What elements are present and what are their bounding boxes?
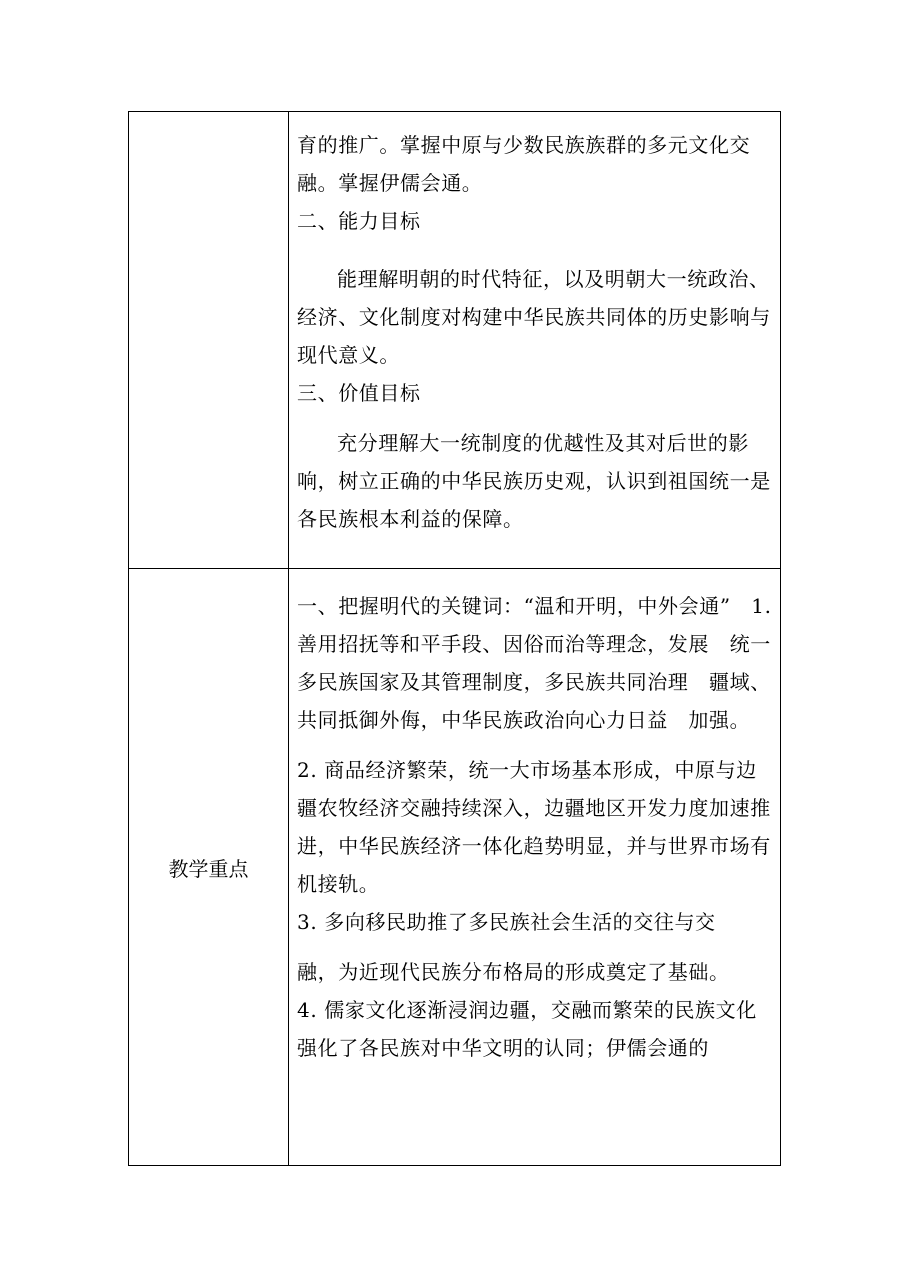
- ability-objective-heading: 二、能力目标: [297, 209, 421, 233]
- lesson-plan-table: [128, 111, 781, 1166]
- focus-point-1: 一、把握明代的关键词：“温和开明，中外会通” 1. 善用招抚等和平手段、因俗而治等理念，发展 统一多民族国家及其管理制度，多民族共同治理 疆域、共同抵御外侮，中华民族政治向心力日益 加强。: [297, 594, 772, 732]
- focus-point-3-line-2: 融，为近现代民族分布格局的形成奠定了基础。: [297, 960, 730, 984]
- value-objective-heading: 三、价值目标: [297, 381, 421, 405]
- teaching-focus-content-cell: [289, 569, 781, 1166]
- objectives-label-cell: [129, 112, 289, 569]
- ability-objective-text: 能理解明朝的时代特征，以及明朝大一统政治、经济、文化制度对构建中华民族共同体的历史影响与现代意义。: [297, 267, 771, 367]
- objectives-row: [129, 112, 781, 569]
- focus-point-2: 2. 商品经济繁荣，统一大市场基本形成，中原与边疆农牧经济交融持续深入，边疆地区开发力度加速推进，中华民族经济一体化趋势明显，并与世界市场有机接轨。: [297, 758, 771, 896]
- knowledge-objective-continued: 育的推广。掌握中原与少数民族族群的多元文化交融。掌握伊儒会通。: [297, 133, 751, 195]
- focus-point-3-line-1: 3. 多向移民助推了多民族社会生活的交往与交: [297, 910, 716, 934]
- value-objective-text: 充分理解大一统制度的优越性及其对后世的影响，树立正确的中华民族历史观，认识到祖国统一是各民族根本利益的保障。: [297, 431, 771, 531]
- objectives-content-cell: [289, 112, 781, 569]
- teaching-focus-label: 教学重点: [129, 569, 289, 1166]
- focus-point-4: 4. 儒家文化逐渐浸润边疆，交融而繁荣的民族文化强化了各民族对中华文明的认同；伊儒会通的: [297, 998, 757, 1060]
- teaching-focus-row: [129, 569, 781, 1166]
